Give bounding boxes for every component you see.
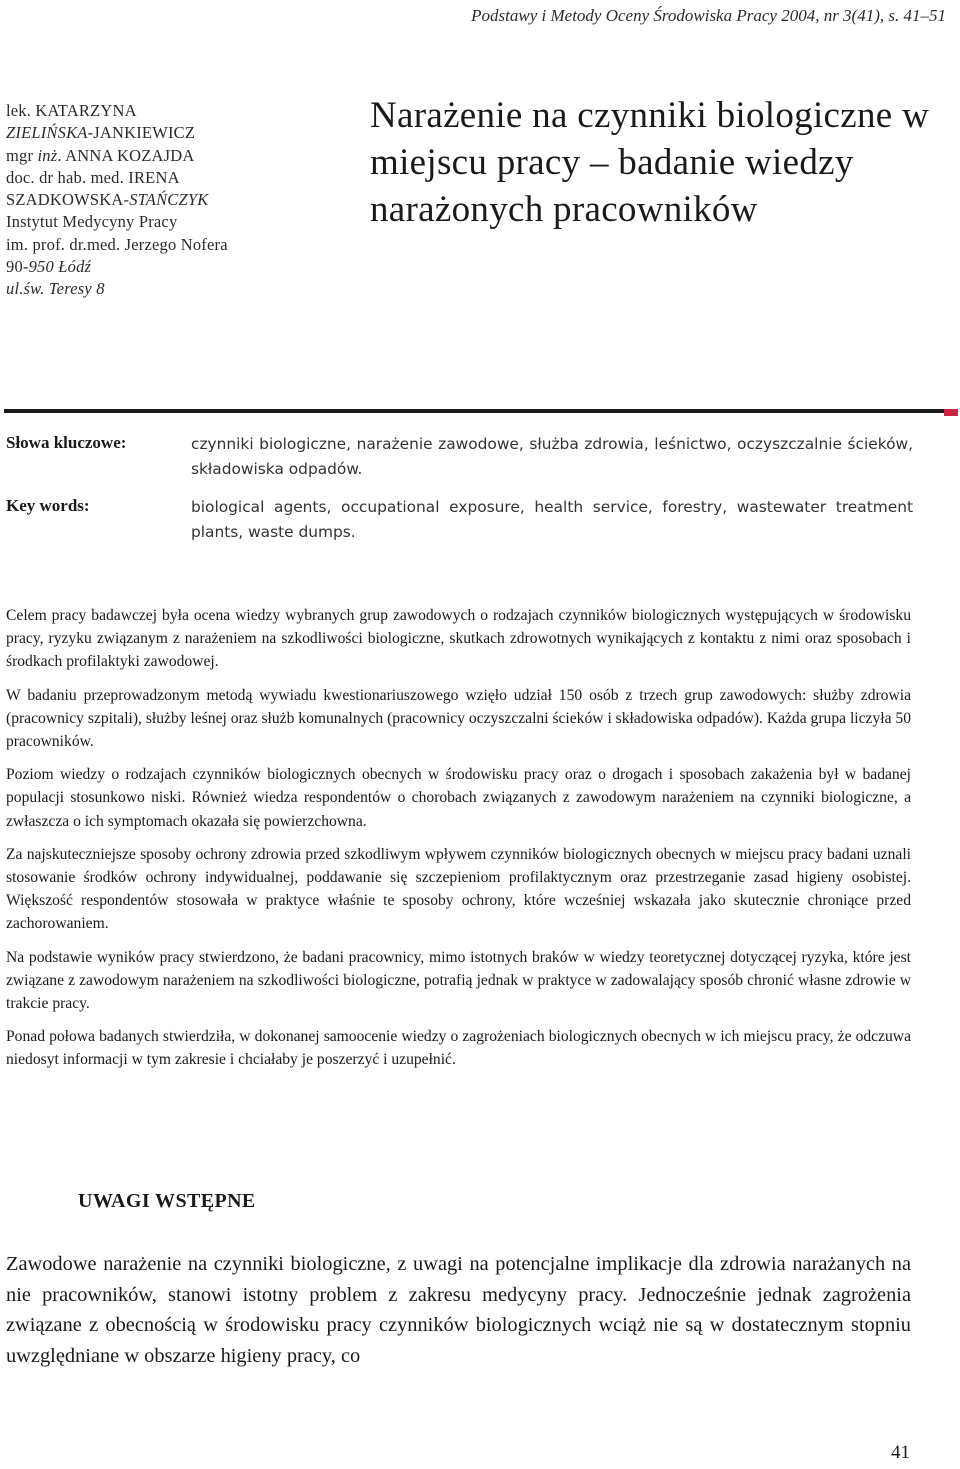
author-line: lek. KATARZYNA [6, 101, 137, 120]
abstract-paragraph: W badaniu przeprowadzonym metodą wywiadu kwestionariuszowego wzięło udział 150 osób z trzech grup zawodowych: służby zdrowia (pracownicy szpitali), służby leśnej oraz służb komunalnych (pracownicy oczyszczalni ścieków i składowiska odpadów). Każda grupa liczyła 50 pracowników. [6, 686, 911, 751]
author-line: doc. dr hab. med. IRENA [6, 167, 180, 187]
author-line: ZIELIŃSKA-JANKIEWICZ [6, 123, 196, 143]
keywords-pl-text: czynniki biologiczne, narażenie zawodowe, służba zdrowia, leśnictwo, oczyszczalnie ścieków, składowiska odpadów. [191, 435, 913, 478]
page-number: 41 [891, 1442, 910, 1463]
author-line: SZADKOWSKA-STAŃCZYK [6, 190, 209, 210]
article-title: Narażenie na czynniki biologiczne w miejscu pracy – badanie wiedzy narażonych pracowników [370, 95, 930, 230]
abstract-paragraph: Poziom wiedzy o rodzajach czynników biologicznych obecnych w środowisku pracy oraz o drogach i sposobach zakażenia był w badanej populacji stosunkowo niski. Również wiedza respondentów o chorobach związanych z zawodowym narażeniem na czynniki biologiczne, a zwłaszcza o ich symptomach okazała się powierzchowna. [6, 766, 911, 830]
intro-paragraph: Zawodowe narażenie na czynniki biologiczne, z uwagi na potencjalne implikacje dla zdrowia narażanych na nie pracowników, stanowi istotny problem z zakresu medycyny pracy. Jednocześnie jednak zagrożenia związane z obecnością w środowisku pracy czynników biologicznych wciąż nie są w dostatecznym stopniu uwzględniane w obszarze higieny pracy, co [6, 1253, 911, 1367]
keywords-en-text: biological agents, occupational exposure, health service, forestry, wastewater treatment plants, waste dumps. [191, 498, 913, 541]
abstract-paragraph: Ponad połowa badanych stwierdziła, w dokonanej samoocenie wiedzy o zagrożeniach biologicznych obecnych w ich miejscu pracy, że odczuwa niedosyt informacji w tym zakresie i chciałaby je poszerzyć i uzupełnić. [6, 1028, 911, 1069]
abstract [6, 604, 911, 1082]
divider-bar [4, 409, 944, 413]
section-heading: UWAGI WSTĘPNE [78, 1190, 256, 1212]
abstract-paragraph: Za najskuteczniejsze sposoby ochrony zdrowia przed szkodliwym wpływem czynników biologicznych obecnych w miejscu pracy badani uznali stosowanie środków ochrony indywidualnej, poddawanie się szczepieniom profilaktycznym oraz przestrzeganie zasad higieny osobistej. Większość respondentów stosowała w praktyce właśnie te sposoby ochrony, które wcześniej wskazała jako skutecznie chroniące przed zachorowaniem. [6, 845, 911, 933]
affiliation-line: im. prof. dr.med. Jerzego Nofera [6, 234, 228, 254]
author-line: mgr inż. ANNA KOZAJDA [6, 145, 195, 165]
abstract-paragraph: Na podstawie wyników pracy stwierdzono, że badani pracownicy, mimo istotnych braków w wiedzy teoretycznej dotyczącej ryzyka, które jest związane z zawodowym narażeniem na szkodliwości biologiczne, potrafią jednak w praktyce w zadowalający sposób chronić własne zdrowie w trakcie pracy. [6, 948, 911, 1013]
address-line: ul.św. Teresy 8 [6, 279, 105, 299]
address-line: 90-950 Łódź [6, 257, 92, 277]
abstract-paragraph: Celem pracy badawczej była ocena wiedzy wybranych grup zawodowych o rodzajach czynników biologicznych występujących w środowisku pracy, ryzyku związanym z narażeniem na szkodliwości biologiczne, skutkach zdrowotnych wynikających z kontaktu z nimi oraz sposobach i środkach profilaktyki zawodowej. [6, 607, 911, 671]
author-block [6, 100, 306, 301]
keywords-en-label: Key words: [6, 496, 90, 515]
affiliation-line: Instytut Medycyny Pracy [6, 212, 178, 232]
journal-header: Podstawy i Metody Oceny Środowiska Pracy 2004, nr 3(41), s. 41–51 [471, 6, 946, 25]
divider-accent [944, 409, 958, 416]
section-divider [4, 409, 958, 416]
keywords-pl-label: Słowa kluczowe: [6, 433, 127, 452]
